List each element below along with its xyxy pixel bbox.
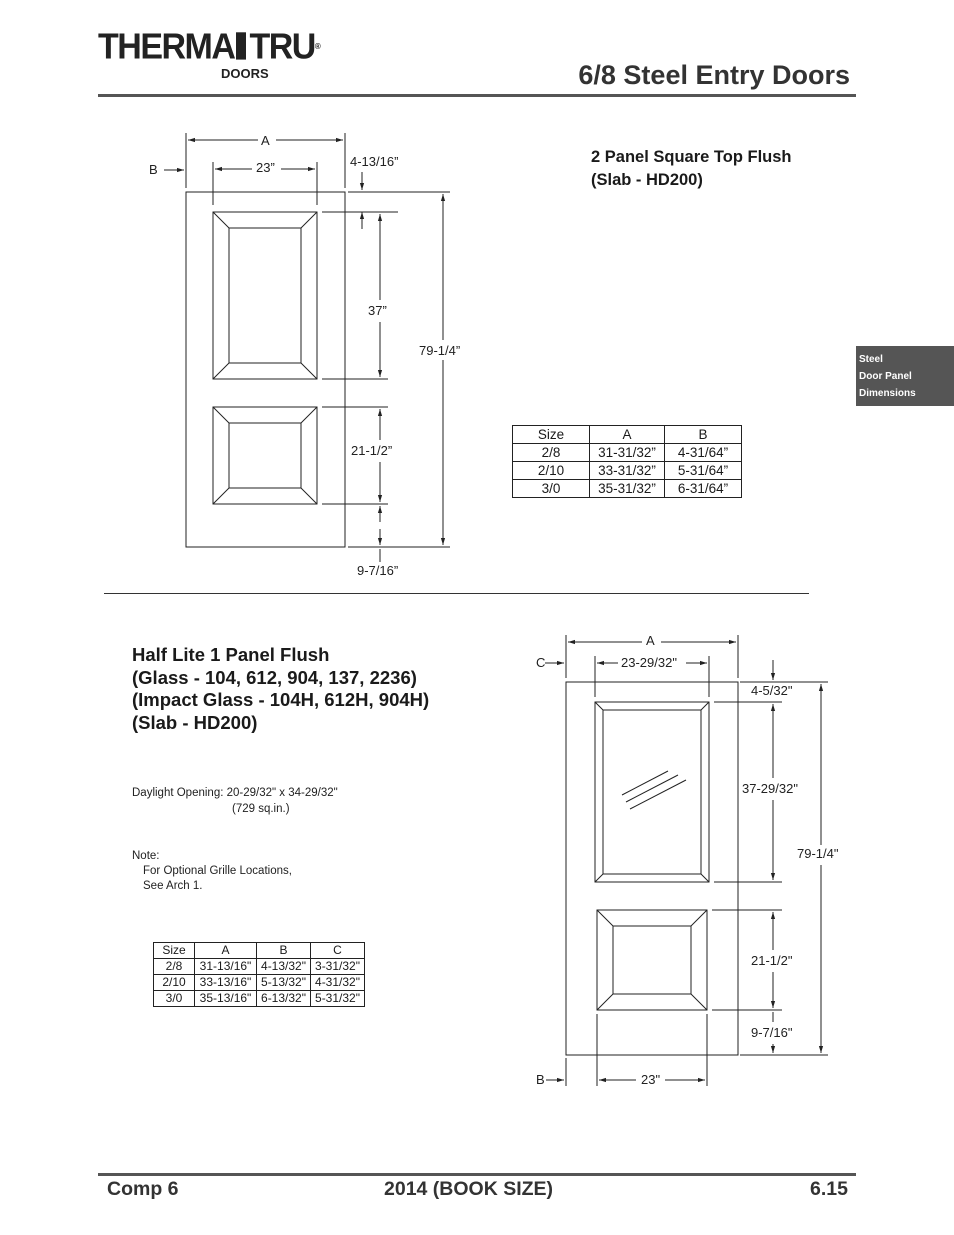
door1-dim-height: 79-1/4”	[419, 343, 461, 358]
table-cell: 2/10	[154, 975, 195, 991]
table-header-cell: B	[665, 426, 742, 444]
table-cell: 31-13/16"	[195, 959, 257, 975]
door2-dim-height: 79-1/4"	[797, 846, 839, 861]
table-cell: 4-31/32"	[311, 975, 365, 991]
door1-dim-panel2: 21-1/2”	[351, 443, 393, 458]
daylight-area: (729 sq.in.)	[232, 803, 290, 815]
door1-panel-bottom	[213, 407, 317, 504]
footer-center: 2014 (BOOK SIZE)	[384, 1178, 554, 1200]
section2-title-line: (Impact Glass - 104H, 612H, 904H)	[132, 689, 430, 710]
door1-dim-b: B	[149, 162, 158, 177]
door2-dim-bottom-rail: 9-7/16"	[751, 1025, 793, 1040]
table-cell: 31-31/32”	[590, 444, 665, 462]
table-cell: 3/0	[154, 991, 195, 1007]
page-title: 6/8 Steel Entry Doors	[578, 60, 850, 90]
table-row	[513, 480, 742, 498]
table-cell: 33-31/32”	[590, 462, 665, 480]
note-line: For Optional Grille Locations,	[143, 865, 292, 877]
section1-title-line: (Slab - HD200)	[591, 171, 703, 189]
door2-dimension-lines	[545, 635, 828, 1086]
table-header-cell: Size	[513, 426, 590, 444]
side-tab-line: Dimensions	[859, 388, 916, 399]
table-row	[513, 462, 742, 480]
note-line: See Arch 1.	[143, 880, 203, 892]
table-header-cell: A	[195, 943, 257, 959]
door1-dimension-lines	[164, 133, 450, 562]
grille-note	[132, 849, 292, 894]
side-tab-line: Steel	[859, 354, 883, 365]
registered-mark: ®	[314, 41, 321, 52]
section2-size-table	[153, 942, 365, 1007]
table-cell: 4-31/64”	[665, 444, 742, 462]
door2-dim-top-rail: 4-5/32"	[751, 683, 793, 698]
table-header-cell: C	[311, 943, 365, 959]
table-cell: 5-31/64”	[665, 462, 742, 480]
door2-dim-panel: 21-1/2"	[751, 953, 793, 968]
table-cell: 3/0	[513, 480, 590, 498]
door1-dim-panel1: 37”	[368, 303, 387, 318]
table-row	[154, 975, 365, 991]
table-cell: 5-31/32"	[311, 991, 365, 1007]
door2-dim-c: C	[536, 655, 546, 670]
door1-dim-a: A	[261, 133, 270, 148]
table-cell: 6-13/32"	[257, 991, 311, 1007]
door2-dim-b: B	[536, 1072, 545, 1087]
table-cell: 35-13/16"	[195, 991, 257, 1007]
table-cell: 5-13/32"	[257, 975, 311, 991]
section2-title	[132, 644, 429, 734]
section2-title-line: Half Lite 1 Panel Flush	[132, 644, 330, 665]
door2-outline	[566, 682, 738, 1055]
table-header-cell: A	[590, 426, 665, 444]
footer-left: Comp 6	[107, 1178, 179, 1200]
table-header-row	[154, 943, 365, 959]
section1-title	[591, 146, 791, 192]
door1-dim-bottom-rail: 9-7/16”	[357, 563, 399, 578]
section1-size-table	[512, 425, 742, 498]
table-cell: 4-13/32"	[257, 959, 311, 975]
section2-title-line: (Slab - HD200)	[132, 711, 258, 733]
table-row	[154, 991, 365, 1007]
door2-dim-width-bottom: 23"	[641, 1072, 661, 1087]
table-cell: 6-31/64”	[665, 480, 742, 498]
door1-panel-top	[213, 212, 317, 379]
door1-dim-width: 23”	[256, 160, 275, 175]
door2-glass-lite	[595, 702, 709, 882]
logo-text-tru: TRU	[249, 27, 315, 67]
section-divider	[104, 593, 809, 594]
table-cell: 3-31/32"	[311, 959, 365, 975]
door2-dim-glass: 37-29/32"	[742, 781, 798, 796]
section2-title-line: (Glass - 104, 612, 904, 137, 2236)	[132, 666, 417, 688]
door2-dim-a: A	[646, 633, 655, 648]
table-row	[154, 959, 365, 975]
note-label: Note:	[132, 850, 160, 862]
table-cell: 35-31/32”	[590, 480, 665, 498]
logo-subtext: DOORS	[221, 66, 269, 81]
footer-page-number: 6.15	[810, 1178, 848, 1200]
table-cell: 2/8	[154, 959, 195, 975]
door1-dim-top-rail: 4-13/16”	[350, 154, 399, 169]
table-cell: 2/10	[513, 462, 590, 480]
door2-dim-width-top: 23-29/32"	[621, 655, 677, 670]
table-row	[513, 444, 742, 462]
table-cell: 2/8	[513, 444, 590, 462]
table-header-row	[513, 426, 742, 444]
daylight-opening: Daylight Opening: 20-29/32" x 34-29/32"	[132, 787, 338, 799]
logo-text-therma: THERMA	[98, 27, 235, 67]
door1-outline	[186, 192, 345, 547]
side-tab-line: Door Panel	[859, 371, 912, 382]
footer-divider	[98, 1173, 856, 1176]
table-cell: 33-13/16"	[195, 975, 257, 991]
section1-title-line: 2 Panel Square Top Flush	[591, 148, 792, 166]
door2-panel-bottom	[597, 910, 707, 1010]
table-header-cell: B	[257, 943, 311, 959]
table-header-cell: Size	[154, 943, 195, 959]
